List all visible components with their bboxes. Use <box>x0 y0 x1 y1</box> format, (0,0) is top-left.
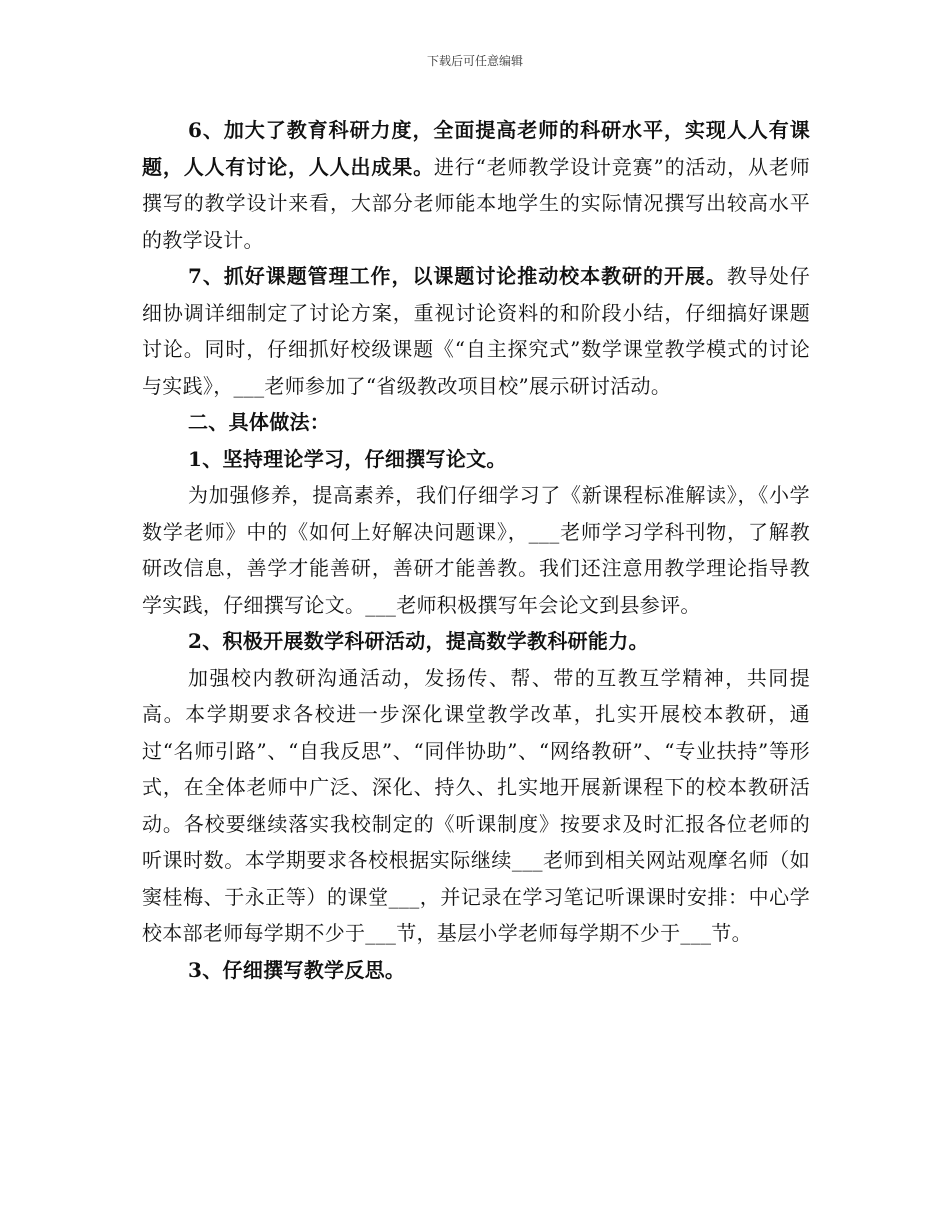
paragraph-lead: 6、加大了教育科研力度，全面提高老师的科研水平，实现人人有课题，人人有讨论，人人出成果。 <box>142 118 810 179</box>
paragraph-theory-study <box>142 477 810 623</box>
paragraph-item-6 <box>142 112 810 258</box>
section-heading-methods <box>142 404 810 441</box>
subheading-text: 2、积极开展数学科研活动，提高数学教科研能力。 <box>188 629 649 653</box>
subheading-1 <box>142 441 810 478</box>
subheading-2 <box>142 623 810 660</box>
subheading-text: 1、坚持理论学习，仔细撰写论文。 <box>188 446 507 471</box>
subheading-3 <box>142 952 810 989</box>
paragraph-text: 进行“老师教学设计竞赛”的活动，从老师撰写的教学设计来看，大部分老师能本地学生的实际情况撰写出较高水平的教学设计。 <box>142 154 810 252</box>
paragraph-text: 教导处仔细协调详细制定了讨论方案，重视讨论资料的和阶段小结，仔细搞好课题讨论。同时，仔细抓好校级课题《“自主探究式”数学课堂教学模式的讨论与实践》，___老师参加了“省级教改项目校”展示研讨活动。 <box>142 264 811 398</box>
section-heading-text: 二、具体做法： <box>188 410 331 434</box>
paragraph-lead: 7、抓好课题管理工作，以课题讨论推动校本教研的开展。 <box>188 264 727 288</box>
page-header-note: 下载后可任意编辑 <box>426 54 523 68</box>
paragraph-text: 为加强修养，提高素养，我们仔细学习了《新课程标准解读》，《小学数学老师》中的《如何上好解决问题课》，___老师学习学科刊物，了解教研改信息，善学才能善研，善研才能善教。我们还注意用教学理论指导教学实践，仔细撰写论文。___老师积极撰写年会论文到县参评。 <box>142 483 810 617</box>
document-body <box>142 112 810 988</box>
paragraph-item-7 <box>142 258 810 404</box>
paragraph-research-activities <box>142 660 810 952</box>
paragraph-text: 加强校内教研沟通活动，发扬传、帮、带的互教互学精神，共同提高。本学期要求各校进一步深化课堂教学改革，扎实开展校本教研，通过“名师引路”、“自我反思”、“同伴协助”、“网络教研”、“专业扶持”等形式，在全体老师中广泛、深化、持久、扎实地开展新课程下的校本教研活动。各校要继续落实我校制定的《听课制度》按要求及时汇报各位老师的听课时数。本学期要求各校根据实际继续___老师到相关网站观摩名师（如窦桂梅、于永正等）的课堂___，并记录在学习笔记听课课时安排：中心学校本部老师每学期不少于___节，基层小学老师每学期不少于___节。 <box>142 665 810 945</box>
subheading-text: 3、仔细撰写教学反思。 <box>188 957 406 982</box>
